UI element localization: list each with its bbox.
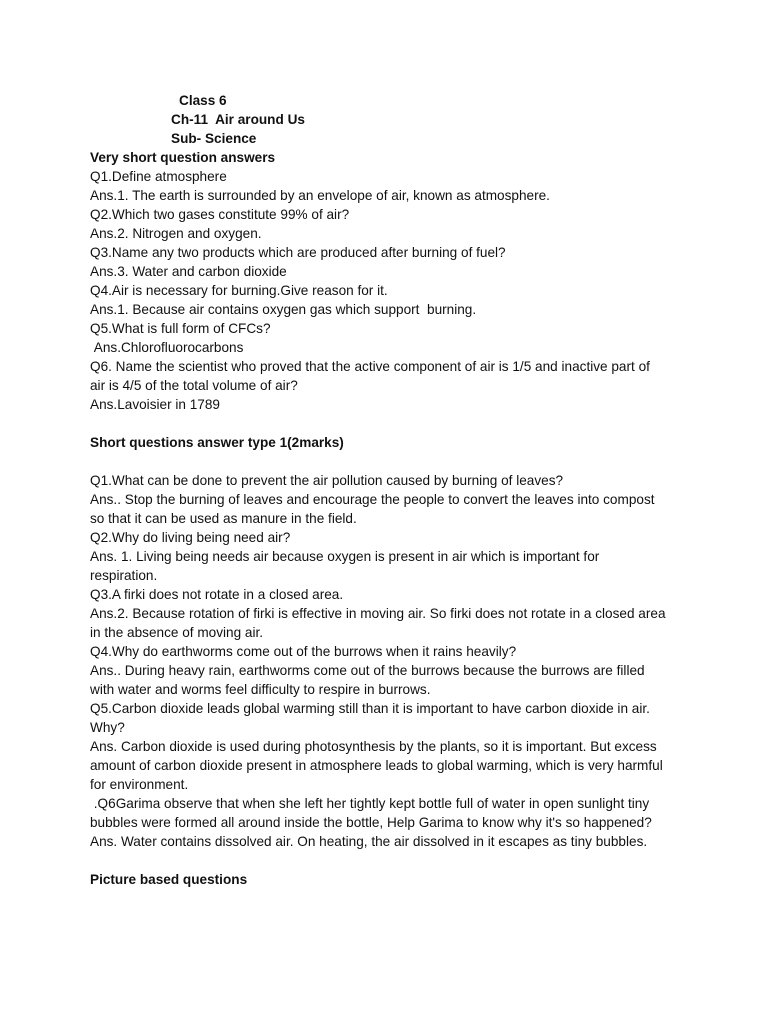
text-line: bubbles were formed all around inside the bottle, Help Garima to know why it's so happened? [90, 815, 652, 830]
text-line: Q2.Why do living being need air? [90, 530, 291, 545]
text-line: respiration. [90, 568, 158, 583]
text-line: Ans.1. Because air contains oxygen gas which support burning. [90, 302, 477, 317]
chapter-title: Ch-11 Air around Us [171, 112, 305, 127]
text-line: for environment. [90, 777, 189, 792]
text-line: Ans.Chlorofluorocarbons [90, 340, 244, 355]
text-line: Ans.1. The earth is surrounded by an envelope of air, known as atmosphere. [90, 188, 550, 203]
text-line: Q4.Air is necessary for burning.Give reason for it. [90, 283, 388, 298]
text-line: air is 4/5 of the total volume of air? [90, 378, 298, 393]
text-line: Why? [90, 720, 125, 735]
section-heading-picture-based: Picture based questions [90, 872, 248, 887]
text-line: Q3.Name any two products which are produced after burning of fuel? [90, 245, 506, 260]
text-line: .Q6Garima observe that when she left her tightly kept bottle full of water in open sunlight tiny [90, 796, 650, 811]
text-line: with water and worms feel difficulty to respire in burrows. [90, 682, 431, 697]
blank-line [90, 452, 690, 471]
text-line: Ans. Water contains dissolved air. On heating, the air dissolved in it escapes as tiny bubbles. [90, 834, 648, 849]
text-line: Ans. 1. Living being needs air because oxygen is present in air which is important for [90, 549, 600, 564]
section-heading-short-answer: Short questions answer type 1(2marks) [90, 435, 344, 450]
blank-line [90, 414, 690, 433]
text-line: Q1.Define atmosphere [90, 169, 227, 184]
text-line: Q5.What is full form of CFCs? [90, 321, 271, 336]
text-line: Q5.Carbon dioxide leads global warming still than it is important to have carbon dioxide in air. [90, 701, 650, 716]
subject-title: Sub- Science [171, 131, 257, 146]
text-line: Q2.Which two gases constitute 99% of air? [90, 207, 350, 222]
text-line: Ans.2. Nitrogen and oxygen. [90, 226, 262, 241]
text-line: Ans.Lavoisier in 1789 [90, 397, 220, 412]
class-title: Class 6 [179, 93, 227, 108]
section-very-short-body [90, 167, 690, 414]
text-line: Ans.3. Water and carbon dioxide [90, 264, 287, 279]
text-line: Q3.A firki does not rotate in a closed area. [90, 587, 344, 602]
section-heading-very-short: Very short question answers [90, 150, 276, 165]
section-short-answer-body [90, 471, 690, 851]
blank-line [90, 851, 690, 870]
text-line: amount of carbon dioxide present in atmosphere leads to global warming, which is very harmful [90, 758, 663, 773]
text-line: Ans.2. Because rotation of firki is effective in moving air. So firki does not rotate in a closed area [90, 606, 666, 621]
text-line: Q4.Why do earthworms come out of the burrows when it rains heavily? [90, 644, 517, 659]
text-line: Q6. Name the scientist who proved that the active component of air is 1/5 and inactive part of [90, 359, 650, 374]
text-line: Ans.. During heavy rain, earthworms come out of the burrows because the burrows are filled [90, 663, 645, 678]
text-line: Ans.. Stop the burning of leaves and encourage the people to convert the leaves into compost [90, 492, 655, 507]
text-line: in the absence of moving air. [90, 625, 264, 640]
text-line: Q1.What can be done to prevent the air pollution caused by burning of leaves? [90, 473, 564, 488]
text-line: Ans. Carbon dioxide is used during photosynthesis by the plants, so it is important. But excess [90, 739, 657, 754]
document-body [90, 91, 690, 889]
text-line: so that it can be used as manure in the field. [90, 511, 357, 526]
